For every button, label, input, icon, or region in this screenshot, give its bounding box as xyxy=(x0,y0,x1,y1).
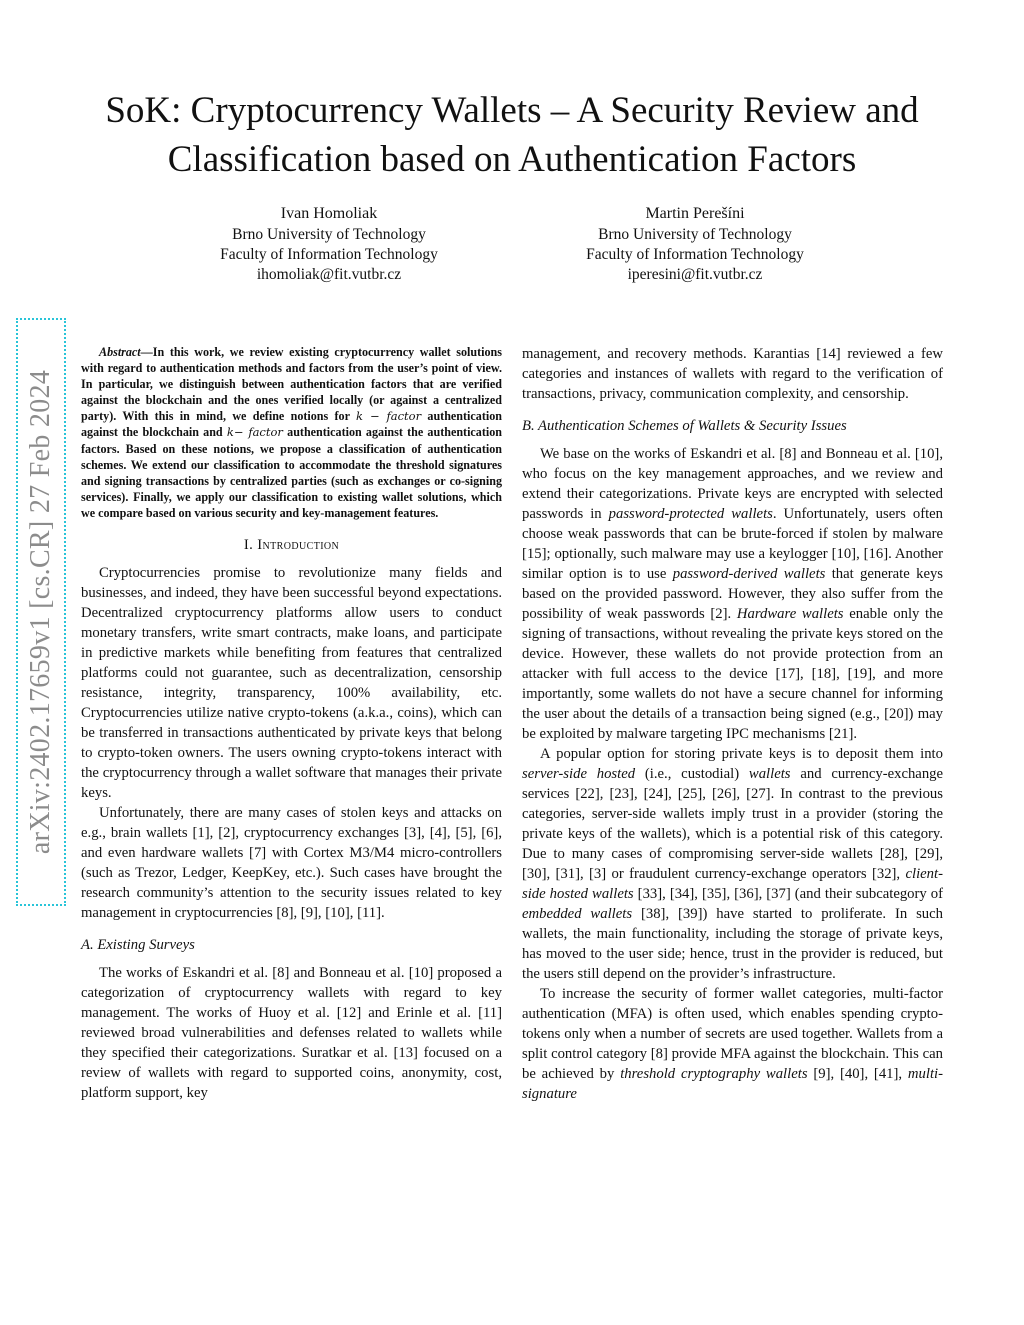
paragraph-continued: management, and recovery methods. Karantias [14] reviewed a few categories and instances of wallets with regard to the verification of transactions, privacy, communication complexity, and censorship. xyxy=(522,346,943,402)
paragraph: We base on the works of Eskandri et al. [8] and Bonneau et al. [10], who focus on the key management approaches, and we review and extend their categorizations. Private keys are encrypted with selected passwords in password-protected wallets. Unfortunately, users often choose weak passwords that can be brute-forced if stolen by malware [15]; optionally, such malware may use a keylogger [10], [16]. Another similar option is to use password-derived wallets that generate keys based on the provided password. However, they also suffer from the possibility of weak passwords [2]. Hardware wallets enable only the signing of transactions, without revealing the private keys stored on the device. However, these wallets do not provide protection from an attacker with full access to the device [17], [18], [19], and more importantly, some wallets do not have a secure channel for informing the user about the details of a transaction being signed (e.g., [20]) may be exploited by malware targeting IPC mechanisms [21]. xyxy=(522,446,944,742)
arxiv-identifier: arXiv:2402.17659v1 [cs.CR] 27 Feb 2024 xyxy=(25,369,56,855)
paragraph: Unfortunately, there are many cases of stolen keys and attacks on e.g., brain wallets [1], [2], cryptocurrency exchanges [3], [4], [5], [6], and even hardware wallets [7] with Cortex M3/M4 micro-controllers (such as Trezor, Ledger, KeepKey, etc.). Such cases have brought the research community’s attention to the security issues related to key management in cryptocurrencies [8], [9], [10], [11]. xyxy=(81,805,502,922)
author-department: Faculty of Information Technology xyxy=(586,246,804,263)
author-email: ihomoliak@fit.vutbr.cz xyxy=(256,266,402,283)
author-block-1 xyxy=(169,204,489,285)
paragraph: Cryptocurrencies promise to revolutionize many fields and businesses, and indeed, they have been successful beyond expectations. Decentralized cryptocurrency platforms allow users to conduct monetary transfers, write smart contracts, make loans, and participate in predictive markets while benefiting from features that centralized platforms could not guarantee, such as decentralization, censorship resistance, integrity, transparency, 100% availability, etc. Cryptocurrencies utilize native crypto-tokens (a.k.a., coins), which can be transferred in transactions authenticated by private keys that belong to crypto-token owners. The users owning crypto-tokens interact with the cryptocurrency through a wallet software that manages their private keys. xyxy=(81,565,502,802)
paragraph: A popular option for storing private keys is to deposit them into server-side hosted (i.e., custodial) wallets and currency-exchange services [22], [23], [24], [25], [26], [27]. In contrast to the previous categories, server-side wallets imply trust in a provider (storing the private keys of the wallets), which is a potential risk of this category. Due to many cases of compromising server-side wallets [28], [29], [30], [31], [3] or fraudulent currency-exchange operators [32], client-side hosted wallets [33], [34], [35], [36], [37] (and their subcategory of embedded wallets [38], [39]) have started to proliferate. In such wallets, the main functionality, including the storage of private keys, has moved to the user side; hence, trust in the provider is reduced, but the users still depend on the provider’s infrastructure. xyxy=(522,746,944,982)
author-name: Martin Perešíni xyxy=(645,205,745,222)
author-affiliation: Brno University of Technology xyxy=(232,226,426,243)
author-block-2 xyxy=(535,204,855,285)
right-column xyxy=(522,344,943,1104)
author-name: Ivan Homoliak xyxy=(280,205,378,222)
author-department: Faculty of Information Technology xyxy=(220,246,438,263)
abstract-lead: Abstract xyxy=(99,345,141,359)
subsection-heading-existing-surveys: A. Existing Surveys xyxy=(81,937,195,954)
paragraph: The works of Eskandri et al. [8] and Bonneau et al. [10] proposed a categorization of cryptocurrency wallets with regard to key management. The works of Huoy et al. [12] and Erinle et al. [11] reviewed broad vulnerabilities and defenses related to wallets while they specified their categorizations. Suratkar et al. [13] focused on a review of wallets with regard to supported coins, anonymity, cost, platform support, key xyxy=(81,965,502,1102)
paragraph: To increase the security of former wallet categories, multi-factor authentication (MFA) is often used, which enables spending crypto-tokens only when a number of secrets are used together. Wallets from a split control category [8] provide MFA against the blockchain. This can be achieved by threshold cryptography wallets [9], [40], [41], multi-signature xyxy=(522,986,943,1102)
section-heading-introduction: I. Introduction xyxy=(243,537,340,554)
left-column xyxy=(81,344,502,1103)
abstract: Abstract—In this work, we review existing cryptocurrency wallet solutions with regard to authentication methods and factors from the user’s point of view. In particular, we distinguish between authentication factors that are verified against the blockchain and the ones verified locally (or against a centralized party). With this in mind, we define notions for k − factor authentication against the blockchain and k− factor authentication against the authentication factors. Based on these notions, we propose a classification of authentication schemes. We extend our classification to accommodate the threshold signatures and signing transactions by centralized parties (such as exchanges or co-signing services). Finally, we apply our classification to existing wallet solutions, which we compare based on various security and key-management features. xyxy=(81,345,503,520)
subsection-heading-auth-schemes: B. Authentication Schemes of Wallets & Security Issues xyxy=(522,418,847,434)
math-k-factor-2: k− factor xyxy=(226,425,283,440)
author-email: iperesini@fit.vutbr.cz xyxy=(627,266,763,283)
paper-title: SoK: Cryptocurrency Wallets – A Security Review and Classification based on Authentication Factors xyxy=(105,90,919,180)
author-affiliation: Brno University of Technology xyxy=(598,226,792,243)
math-k-factor: k − factor xyxy=(356,409,422,424)
